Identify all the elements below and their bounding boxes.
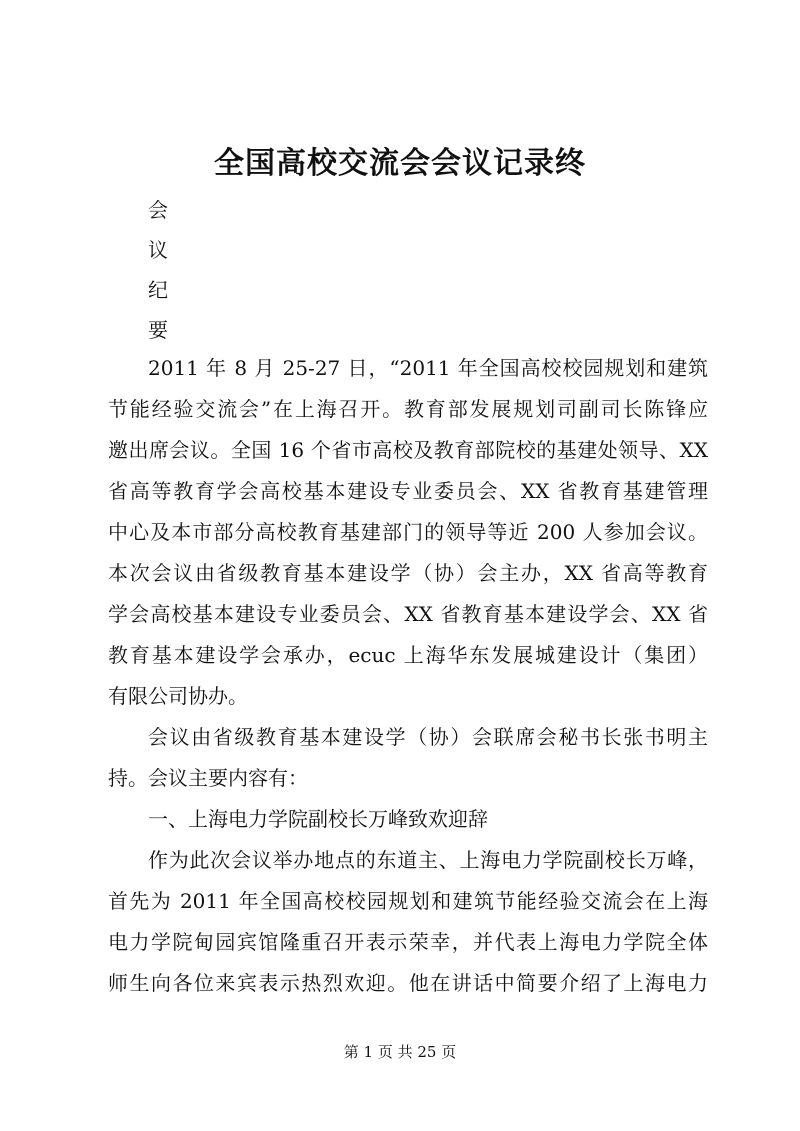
- vertical-heading-char: 要: [148, 318, 168, 342]
- body-text-line: 邀出席会议。全国 16 个省市高校及教育部院校的基建处领导、XX: [108, 438, 708, 462]
- body-text-line: 会议由省级教育基本建设学（协）会联席会秘书长张书明主: [148, 725, 708, 749]
- body-text-line: 首先为 2011 年全国高校校园规划和建筑节能经验交流会在上海: [108, 889, 708, 913]
- body-text-line: 师生向各位来宾表示热烈欢迎。他在讲话中简要介绍了上海电力: [108, 971, 708, 995]
- body-text-line: 电力学院甸园宾馆隆重召开表示荣幸，并代表上海电力学院全体: [108, 930, 708, 954]
- vertical-heading-char: 会: [148, 198, 168, 222]
- page-number-footer: 第 1 页 共 25 页: [343, 1043, 457, 1061]
- body-text-line: 省高等教育学会高校基本建设专业委员会、XX 省教育基建管理: [108, 479, 708, 503]
- body-text-line: 学会高校基本建设专业委员会、XX 省教育基本建设学会、XX 省: [108, 602, 708, 626]
- body-text-line: 中心及本市部分高校教育基建部门的领导等近 200 人参加会议。: [108, 520, 708, 544]
- body-text-line: 本次会议由省级教育基本建设学（协）会主办，XX 省高等教育: [108, 561, 708, 585]
- body-text-line: 教育基本建设学会承办，ecuc 上海华东发展城建设计（集团）: [108, 643, 708, 667]
- document-title: 全国高校交流会会议记录终: [214, 146, 586, 181]
- body-text-line: 作为此次会议举办地点的东道主、上海电力学院副校长万峰，: [148, 848, 708, 872]
- vertical-heading-char: 纪: [148, 278, 168, 302]
- body-text-line: 有限公司协办。: [108, 684, 248, 708]
- body-text-line: 持。会议主要内容有：: [108, 766, 308, 790]
- body-text-line: 节能经验交流会”在上海召开。教育部发展规划司副司长陈锋应: [108, 397, 708, 421]
- body-text-line: 2011 年 8 月 25-27 日，“2011 年全国高校校园规划和建筑: [148, 356, 708, 380]
- section-heading: 一、上海电力学院副校长万峰致欢迎辞: [148, 807, 488, 831]
- vertical-heading-char: 议: [148, 238, 168, 262]
